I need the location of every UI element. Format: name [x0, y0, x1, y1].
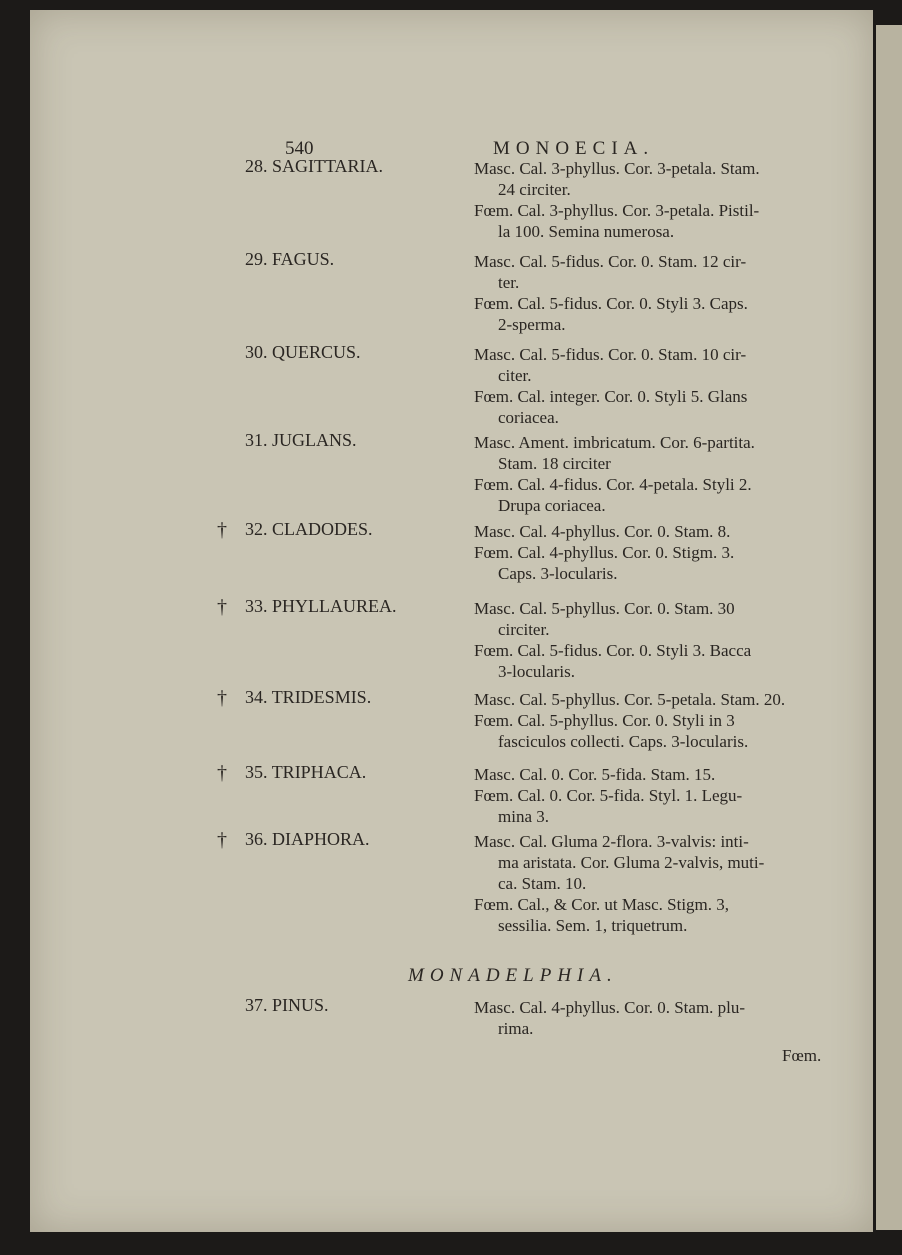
genus-label: DIAPHORA.	[272, 829, 370, 849]
description-line: Fœm. Cal., & Cor. ut Masc. Stigm. 3,	[474, 895, 730, 914]
description-line: Fœm. Cal. 5-phyllus. Cor. 0. Styli in 3	[474, 711, 735, 730]
genus-description	[474, 764, 838, 827]
description-line: 24 circiter.	[498, 180, 571, 199]
description-line: Fœm. Cal. 5-fidus. Cor. 0. Styli 3. Caps.	[474, 294, 748, 313]
genus-label: SAGITTARIA.	[272, 156, 384, 176]
description-line: Masc. Cal. 5-phyllus. Cor. 0. Stam. 30	[474, 599, 735, 618]
genus-label: FAGUS.	[272, 249, 335, 269]
description-line: ca. Stam. 10.	[498, 874, 587, 893]
genus-number: 31.	[245, 430, 272, 450]
description-line: Fœm. Cal. 0. Cor. 5-fida. Styl. 1. Legu-	[474, 786, 743, 805]
description-line: Fœm. Cal. 5-fidus. Cor. 0. Styli 3. Bacca	[474, 641, 752, 660]
description-line: mina 3.	[498, 807, 549, 826]
running-head: MONOECIA.	[493, 138, 655, 159]
genus-description	[474, 521, 838, 584]
catchword: Fœm.	[782, 1046, 822, 1065]
genus-name	[245, 430, 357, 451]
genus-label: QUERCUS.	[272, 342, 361, 362]
description-line: citer.	[498, 366, 532, 385]
genus-name	[245, 156, 383, 177]
description-line: la 100. Semina numerosa.	[498, 222, 675, 241]
genus-name	[245, 342, 361, 363]
genus-name	[217, 829, 370, 851]
description-line: Masc. Cal. 4-phyllus. Cor. 0. Stam. plu-	[474, 998, 746, 1017]
description-line: Fœm. Cal. 3-phyllus. Cor. 3-petala. Pistil-	[474, 201, 760, 220]
description-line: Masc. Cal. 3-phyllus. Cor. 3-petala. Stam.	[474, 159, 760, 178]
description-line: Fœm. Cal. 4-phyllus. Cor. 0. Stigm. 3.	[474, 543, 735, 562]
genus-label: PHYLLAUREA.	[272, 596, 397, 616]
genus-label: CLADODES.	[272, 519, 373, 539]
description-line: Masc. Cal. Gluma 2-flora. 3-valvis: inti-	[474, 832, 749, 851]
genus-description	[474, 831, 838, 936]
description-line: fasciculos collecti. Caps. 3-locularis.	[498, 732, 749, 751]
genus-description	[474, 689, 838, 752]
dagger-mark: †	[217, 687, 227, 709]
description-line: circiter.	[498, 620, 550, 639]
page-number: 540	[285, 138, 314, 159]
description-line: Masc. Ament. imbricatum. Cor. 6-partita.	[474, 433, 755, 452]
description-line: ma aristata. Cor. Gluma 2-valvis, muti-	[498, 853, 765, 872]
genus-number: 28.	[245, 156, 272, 176]
description-line: Masc. Cal. 5-phyllus. Cor. 5-petala. Stam. 20.	[474, 690, 786, 709]
description-line: Masc. Cal. 5-fidus. Cor. 0. Stam. 10 cir-	[474, 345, 747, 364]
description-line: rima.	[498, 1019, 534, 1038]
dagger-mark: †	[217, 762, 227, 784]
genus-label: PINUS.	[272, 995, 329, 1015]
genus-number: 33.	[245, 596, 272, 616]
description-line: 3-locularis.	[498, 662, 575, 681]
description-line: coriacea.	[498, 408, 559, 427]
description-line: Stam. 18 circiter	[498, 454, 611, 473]
genus-number: 36.	[245, 829, 272, 849]
genus-name	[217, 762, 367, 784]
genus-name	[217, 596, 397, 618]
genus-number: 34.	[245, 687, 272, 707]
genus-description	[474, 598, 838, 682]
genus-label: TRIDESMIS.	[271, 687, 372, 707]
facing-page-edge	[876, 25, 902, 1230]
description-line: Drupa coriacea.	[498, 496, 606, 515]
description-line: Masc. Cal. 4-phyllus. Cor. 0. Stam. 8.	[474, 522, 731, 541]
description-line: sessilia. Sem. 1, triquetrum.	[498, 916, 688, 935]
genus-description	[474, 251, 838, 335]
genus-number: 29.	[245, 249, 272, 269]
genus-name	[217, 687, 372, 709]
description-line: 2-sperma.	[498, 315, 566, 334]
description-line: Masc. Cal. 0. Cor. 5-fida. Stam. 15.	[474, 765, 716, 784]
section-heading: MONADELPHIA.	[408, 965, 618, 986]
genus-label: JUGLANS.	[272, 430, 357, 450]
description-line: Caps. 3-locularis.	[498, 564, 618, 583]
description-line: ter.	[498, 273, 520, 292]
genus-description	[474, 432, 838, 516]
genus-number: 37.	[245, 995, 272, 1015]
genus-label: TRIPHACA.	[271, 762, 367, 782]
genus-name	[245, 995, 329, 1016]
description-line: Fœm. Cal. 4-fidus. Cor. 4-petala. Styli 2.	[474, 475, 752, 494]
description-line: Fœm. Cal. integer. Cor. 0. Styli 5. Glans	[474, 387, 748, 406]
genus-name	[217, 519, 373, 541]
genus-number: 35.	[245, 762, 272, 782]
genus-name	[245, 249, 334, 270]
genus-description	[474, 158, 838, 242]
dagger-mark: †	[217, 596, 227, 618]
dagger-mark: †	[217, 519, 227, 541]
dagger-mark: †	[217, 829, 227, 851]
genus-description	[474, 344, 838, 428]
genus-description	[474, 997, 838, 1039]
genus-number: 30.	[245, 342, 272, 362]
book-page	[30, 10, 873, 1232]
description-line: Masc. Cal. 5-fidus. Cor. 0. Stam. 12 cir-	[474, 252, 747, 271]
genus-number: 32.	[245, 519, 272, 539]
